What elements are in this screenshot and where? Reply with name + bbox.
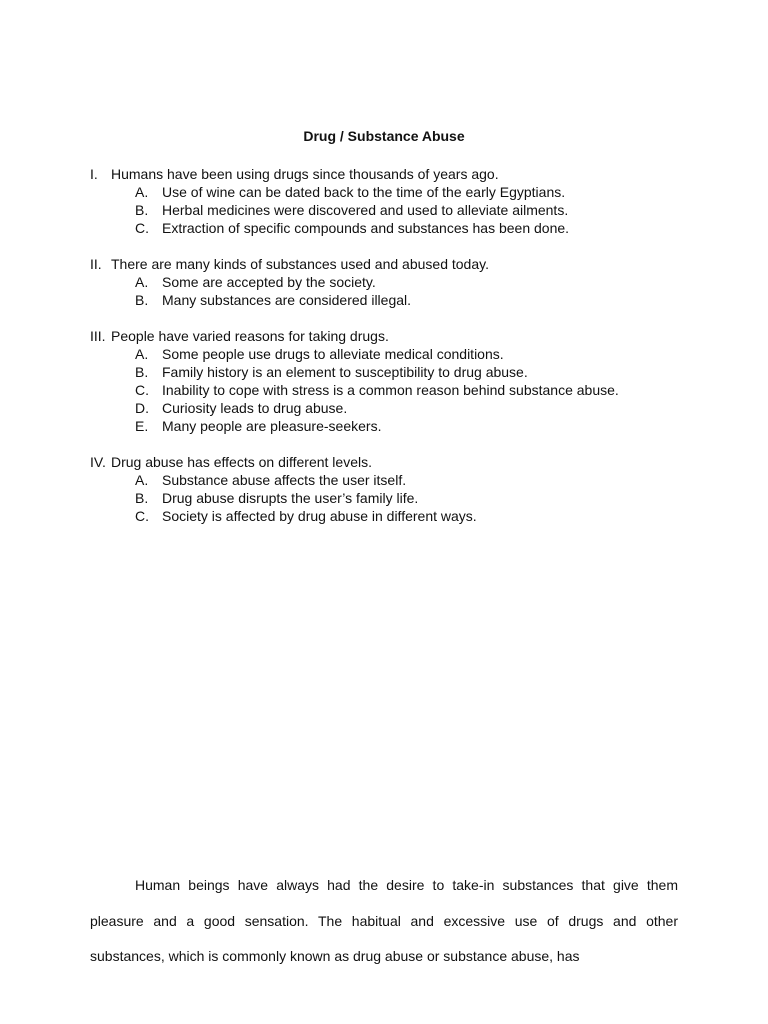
sub-point-text: Herbal medicines were discovered and used to alleviate ailments. (162, 202, 569, 218)
sub-point-text: Many substances are considered illegal. (162, 292, 412, 308)
sub-point (90, 291, 730, 309)
sub-point (90, 417, 730, 435)
sub-point-letter: E. (135, 418, 149, 434)
outline-section (90, 453, 730, 525)
sub-point-letter: C. (135, 382, 149, 398)
outline-section (90, 327, 730, 435)
sub-point (90, 219, 730, 237)
sub-point (90, 345, 730, 363)
sub-point-text: Drug abuse disrupts the user’s family life. (162, 490, 419, 506)
section-heading: People have varied reasons for taking drugs. (111, 328, 389, 344)
sub-point-letter: B. (135, 202, 149, 218)
sub-point-list (90, 471, 730, 525)
sub-point-text: Some are accepted by the society. (162, 274, 376, 290)
section-heading: Drug abuse has effects on different levels. (111, 454, 372, 470)
sub-point-letter: A. (135, 184, 149, 200)
sub-point (90, 363, 730, 381)
sub-point-letter: D. (135, 400, 149, 416)
outline-section (90, 255, 730, 309)
sub-point-letter: A. (135, 472, 149, 488)
sub-point (90, 471, 730, 489)
sub-point-list (90, 183, 730, 237)
sub-point-letter: B. (135, 490, 149, 506)
section-numeral: IV. (90, 454, 106, 470)
sub-point (90, 201, 730, 219)
section-heading: There are many kinds of substances used and abused today. (111, 256, 489, 272)
sub-point-letter: B. (135, 292, 149, 308)
sub-point (90, 399, 730, 417)
section-heading: Humans have been using drugs since thousands of years ago. (111, 166, 499, 182)
outline-section (90, 165, 730, 237)
sub-point-text: Family history is an element to susceptibility to drug abuse. (162, 364, 528, 380)
sub-point-letter: A. (135, 274, 149, 290)
sub-point-text: Use of wine can be dated back to the time of the early Egyptians. (162, 184, 566, 200)
section-numeral: III. (90, 328, 106, 344)
sub-point-text: Curiosity leads to drug abuse. (162, 400, 348, 416)
sub-point (90, 183, 730, 201)
sub-point-text: Some people use drugs to alleviate medical conditions. (162, 346, 504, 362)
sub-point-text: Extraction of specific compounds and substances has been done. (162, 220, 570, 236)
sub-point-list (90, 345, 730, 435)
document-title: Drug / Substance Abuse (303, 128, 465, 144)
outline-list (90, 165, 730, 543)
sub-point-text: Inability to cope with stress is a common reason behind substance abuse. (162, 382, 619, 398)
sub-point-list (90, 273, 730, 309)
sub-point-text: Society is affected by drug abuse in different ways. (162, 508, 477, 524)
sub-point (90, 489, 730, 507)
sub-point-letter: B. (135, 364, 149, 380)
section-numeral: I. (90, 166, 98, 182)
body-paragraph: Human beings have always had the desire to take-in substances that give them pleasure and a good sensation. The habitual and excessive use of drugs and other substances, which is commonly known as drug abuse or substance abuse, has (90, 877, 678, 964)
sub-point-letter: A. (135, 346, 149, 362)
section-numeral: II. (90, 256, 102, 272)
sub-point-letter: C. (135, 220, 149, 236)
sub-point-letter: C. (135, 508, 149, 524)
sub-point (90, 507, 730, 525)
sub-point-text: Substance abuse affects the user itself. (162, 472, 407, 488)
sub-point-text: Many people are pleasure-seekers. (162, 418, 382, 434)
sub-point (90, 381, 730, 399)
sub-point (90, 273, 730, 291)
